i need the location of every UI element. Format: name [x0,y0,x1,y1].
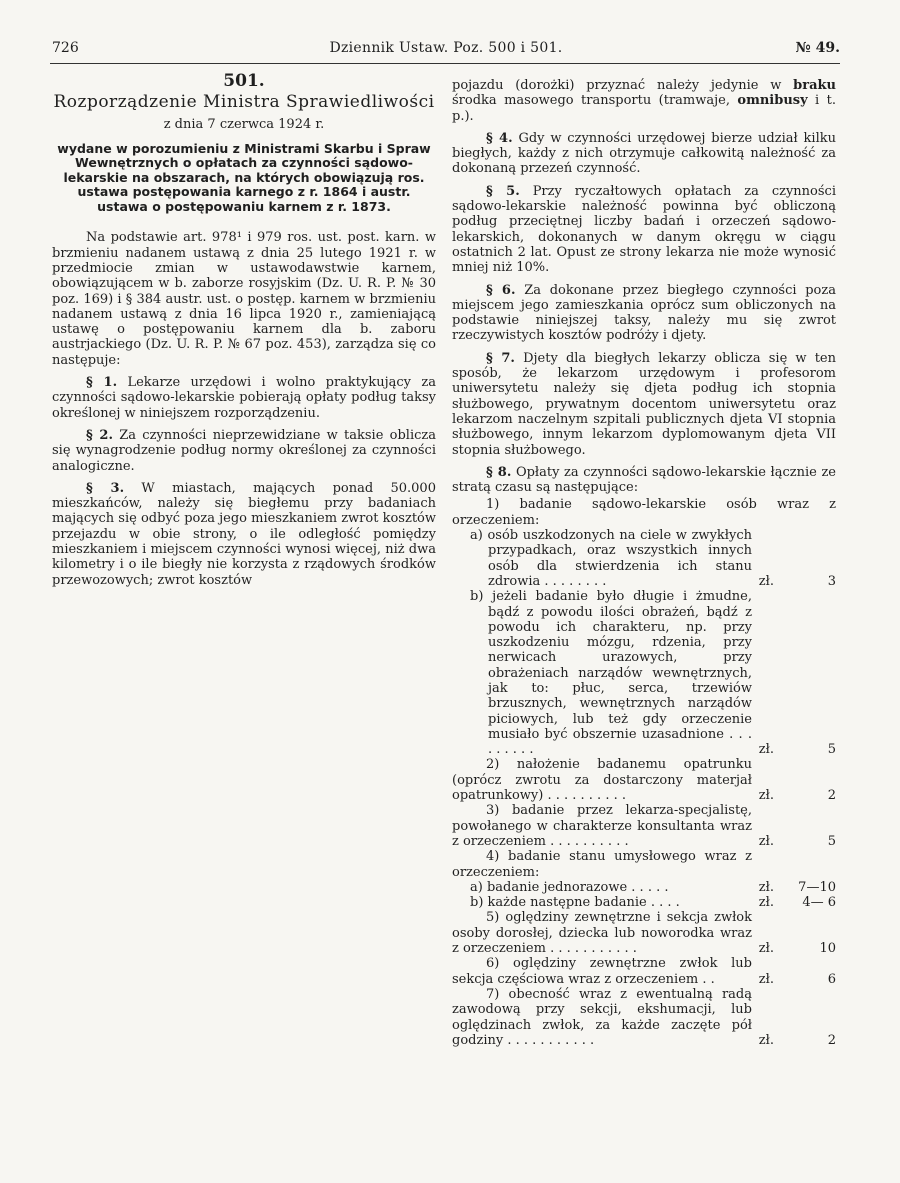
fee-item-text: 3) badanie przez lekarza-specjalistę, powołanego w charakterze konsultanta wraz z orzeczeniem . . . . . . . . . . [452,803,752,849]
fee-unit: zł. [758,879,774,895]
fee-item-text: b) każde następne badanie . . . . [470,895,680,911]
act-title: Rozporządzenie Ministra Sprawiedliwości [53,92,435,113]
continuation-text: środka masowego transportu (tramwaje, [452,93,738,109]
fee-value: 2 [827,1032,836,1048]
section-1 [52,375,436,421]
section-4-label: § 4. [486,130,513,146]
section-6-text: Za dokonane przez biegłego czynności poza miejscem jego zamieszkania oprócz sum obliczonych na podstawie niniejszej taksy, należy mu się zwrot rzeczywistych kosztów podróży i djety. [452,282,836,344]
continuation-text: i t. p.). [452,93,836,124]
fee-item-text: a) badanie jednorazowe . . . . . [470,879,669,895]
section-2 [52,428,436,474]
fee-item-text: a) osób uszkodzonych na ciele w zwykłych przypadkach, oraz wszystkich innych osób dla stwierdzenia ich stanu zdrowia . . . . . . . . [470,528,752,589]
fee-item-text: b) jeżeli badanie było długie i żmudne, bądź z powodu ilości obrażeń, bądź z powodu ich charakteru, np. przy uszkodzeniu mózgu, rdzenia, przy nerwicach urazowych, przy obrażeniach narządów wewnętrznych, jak to: płuc, serca, trzewiów brzusznych, wewnętrznych narządów piciowych, lub też gdy orzeczenie musiało być obszernie uzasadnione . . . . . . . . . [470,589,752,758]
fee-value: 3 [827,573,836,589]
continuation-text: pojazdu (dorożki) przyznać należy jedynie w [452,78,794,93]
section-3-continuation [452,78,836,124]
fee-item [452,895,836,910]
act-subtitle: wydane w porozumieniu z Ministrami Skarbu i Spraw Wewnętrznych o opłatach za czynności sądowo-lekarskie na obszarach, na których obowiązują ros. ustawa postępowania karnego z r. 1864 i austr. ustawa o postępowaniu karnem z r. 1873. [57,140,431,214]
fee-item [452,880,836,895]
fee-value: 7—10 [798,879,836,895]
section-4-text: Gdy w czynności urzędowej bierze udział kilku biegłych, każdy z nich otrzymuje całkowitą należność za dokonaną przezeń czynność. [452,130,836,177]
fee-item-text: 6) oględziny zewnętrzne zwłok lub sekcja częściowa wraz z orzeczeniem . . [452,956,752,987]
fee-item [452,757,836,803]
fee-unit: zł. [758,833,774,849]
fee-value: 5 [827,742,836,758]
page-number: 726 [52,40,79,56]
fee-value: 10 [819,941,836,957]
section-5-label: § 5. [486,183,520,199]
fee-item [452,987,836,1048]
fee-value: 6 [827,971,836,987]
fee-item-text: 7) obecność wraz z ewentualną radą zawodową przy sekcji, ekshumacji, lub oględzinach zwłok, za każde zaczęte pół godziny . . . . . . . . . . . [452,986,752,1048]
section-8 [452,465,836,496]
section-1-text: Lekarze urzędowi i wolno praktykujący za czynności sądowo-lekarskie pobierają opłaty podług taksy określonej w niniejszem rozporządzeniu. [52,375,436,421]
fee-value: 5 [827,833,836,849]
continuation-bold: braku [793,78,836,93]
intro-paragraph: Na podstawie art. 978¹ i 979 ros. ust. post. karn. w brzmieniu nadanem ustawą z dnia 25 lutego 1921 r. w przedmiocie zmian w ustawodawstwie karnem, obowiązującem w b. zaborze rosyjskim (Dz. U. R. P. № 30 poz. 169) i § 384 austr. ust. o postęp. karnem w brzmieniu nadanem ustawą z dnia 16 lipca 1920 r., zamieniającą ustawę o postępowaniu karnem dla b. zaboru austrjackiego (Dz. U. R. P. № 67 poz. 453), zarządza się co następuje: [52,230,436,368]
section-5-text: Przy ryczałtowych opłatach za czynności sądowo-lekarskie należność powinna być obliczoną podług przeciętnej liczby badań i orzeczeń sądowo-lekarskich, dokonanych w danym okręgu w ciągu ostatnich 2 lat. Opust ze strony lekarza nie może wynosić mniej niż 10%. [452,183,836,276]
fee-unit: zł. [758,1032,774,1048]
fee-unit: zł. [758,742,774,758]
section-6-label: § 6. [486,282,516,298]
fee-unit: zł. [758,971,774,987]
fee-unit: zł. [758,895,774,911]
act-date: z dnia 7 czerwca 1924 r. [163,116,325,132]
issue-number: № 49. [795,40,840,56]
section-7 [452,351,836,458]
fee-item [452,803,836,849]
section-7-label: § 7. [486,350,515,366]
fee-item [452,956,836,987]
fee-item-4-heading: 4) badanie stanu umysłowego wraz z orzeczeniem: [452,849,752,880]
section-8-label: § 8. [486,464,512,480]
journal-title: Dziennik Ustaw. Poz. 500 i 501. [329,40,563,56]
running-header [52,40,840,60]
section-4 [452,131,836,177]
fee-item [452,589,836,757]
header-rule [50,63,840,64]
fee-item-text: 2) nałożenie badanemu opatrunku (oprócz zwrotu za dostarczony materjał opatrunkowy) . . . . . . . . . . [452,757,752,804]
fee-value: 2 [827,788,836,804]
section-5 [452,184,836,276]
fee-unit: zł. [758,941,774,957]
left-column [52,71,436,595]
section-2-label: § 2. [86,427,114,443]
section-7-text: Djety dla biegłych lekarzy oblicza się w ten sposób, że lekarzom urzędowym i profesorom uniwersytetu należy się djeta podług ich stopnia służbowego, prywatnym docentom uniwersytetu oraz lekarzom naczelnym szpitali publicznych djeta VI stopnia służbowego, innym lekarzom dyplomowanym djeta VII stopnia służbowego. [452,350,836,458]
right-column [452,78,836,1048]
fee-item [452,528,836,589]
section-3 [52,481,436,588]
section-6 [452,283,836,344]
continuation-bold: omnibusy [737,93,808,109]
fee-unit: zł. [758,573,774,589]
section-3-text: W miastach, mających ponad 50.000 mieszkańców, należy się biegłemu przy badaniach mających się odbyć poza jego mieszkaniem zwrot kosztów przejazdu w obie strony, o ile odległość pomiędzy mieszkaniem i miejscem czynności wynosi więcej, niż dwa kilometry i o ile biegły nie korzysta z rządowych środków przewozowych; zwrot kosztów [52,480,436,588]
fee-item [452,910,836,956]
section-3-label: § 3. [86,480,125,496]
act-number: 501. [223,71,265,91]
fee-item-text: 5) oględziny zewnętrzne i sekcja zwłok osoby dorosłej, dziecka lub noworodka wraz z orzeczeniem . . . . . . . . . . . [452,910,752,957]
fee-unit: zł. [758,788,774,804]
section-2-text: Za czynności nieprzewidziane w taksie oblicza się wynagrodzenie podług normy określonej za czynności analogiczne. [52,427,436,474]
section-8-text: Opłaty za czynności sądowo-lekarskie łącznie ze stratą czasu są następujące: [452,464,836,496]
section-1-label: § 1. [86,375,118,391]
fee-item-1-heading: 1) badanie sądowo-lekarskie osób wraz z orzeczeniem: [452,497,836,528]
fee-value: 4— 6 [802,895,836,911]
